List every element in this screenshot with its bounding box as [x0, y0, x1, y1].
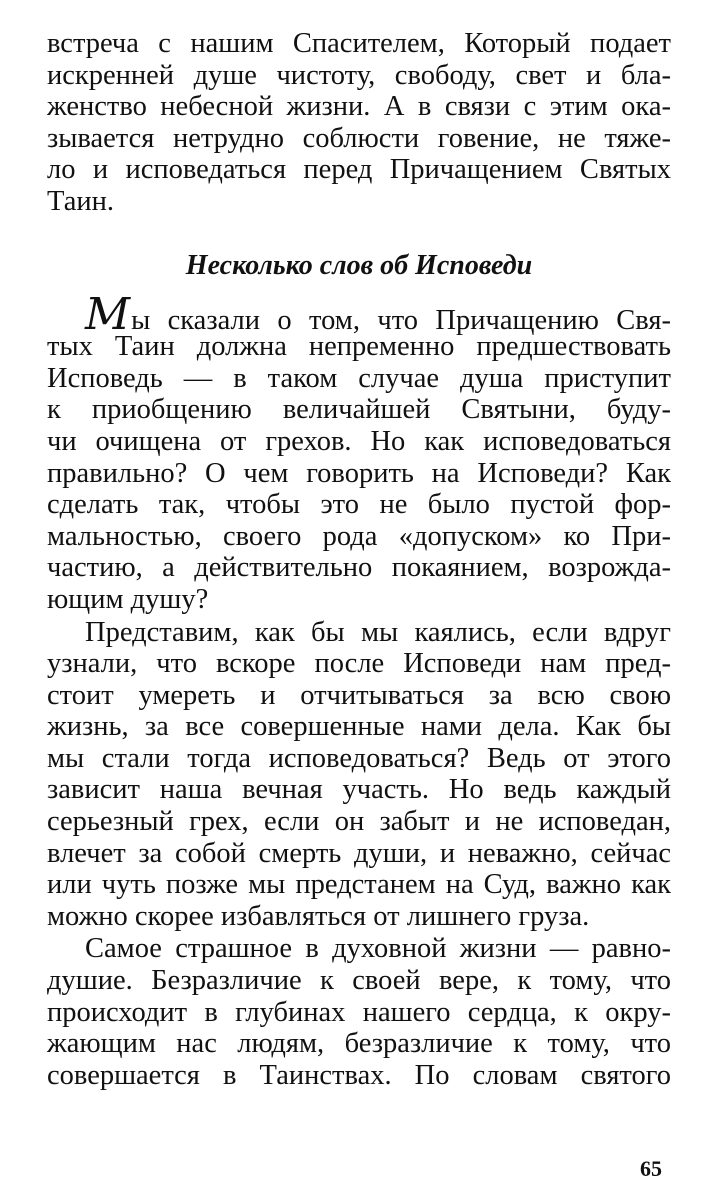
text-line: зывается нетрудно соблюсти говение, не тяже-	[47, 122, 671, 154]
text-line: правильно? О чем говорить на Исповеди? Как	[47, 457, 671, 489]
text-line: ющим душу?	[47, 583, 209, 615]
text-line: серьезный грех, если он забыт и не исповедан,	[47, 806, 671, 838]
text-line: Исповедь — в таком случае душа приступит	[47, 362, 671, 394]
page-number: 65	[640, 1156, 662, 1181]
text-line: узнали, что вскоре после Исповеди нам пред-	[47, 648, 671, 680]
paragraph-3	[47, 933, 671, 1091]
text-line: Самое страшное в духовной жизни — равно-	[85, 933, 671, 965]
text-line: зависит наша вечная участь. Но ведь каждый	[47, 774, 671, 806]
text-line: влечет за собой смерть души, и неважно, сейчас	[47, 837, 671, 869]
book-page	[47, 28, 671, 1091]
top-paragraph	[47, 28, 671, 218]
text-line: искренней душе чистоту, свободу, свет и бла-	[47, 59, 671, 91]
text-line: тых Таин должна непременно предшествовать	[47, 331, 671, 363]
text-line: к приобщению величайшей Святыни, буду-	[47, 394, 671, 426]
text-line: частию, а действительно покаянием, возрожда-	[47, 552, 671, 584]
text-line: жающим нас людям, безразличие к тому, что	[47, 1028, 671, 1060]
text-line: ло и исповедаться перед Причащением Святых	[47, 154, 671, 186]
text-line: можно скорее избавляться от лишнего груза.	[47, 900, 590, 932]
text-line: встреча с нашим Спасителем, Который подает	[47, 28, 671, 59]
text-line-with-dropcap	[47, 288, 671, 340]
text-line: чи очищена от грехов. Но как исповедоваться	[47, 425, 671, 457]
text-line: или чуть позже мы предстанем на Суд, важно как	[47, 869, 671, 901]
text-line: мальностью, своего рода «допуском» ко При-	[47, 520, 671, 552]
section-heading: Несколько слов об Исповеди	[185, 249, 533, 281]
text-line-rest: ы сказали о том, что Причащению Свя-	[131, 304, 671, 336]
text-line: стоит умереть и отчитываться за всю свою	[47, 679, 671, 711]
text-line: душие. Безразличие к своей вере, к тому, что	[47, 965, 671, 997]
text-line: совершается в Таинствах. По словам святого	[47, 1059, 671, 1091]
paragraph-2	[47, 617, 671, 933]
paragraph-1	[47, 288, 671, 616]
text-line: сделать так, чтобы это не было пустой фор-	[47, 489, 671, 521]
text-line: жизнь, за все совершенные нами дела. Как бы	[47, 711, 671, 743]
text-line: происходит в глубинах нашего сердца, к окру-	[47, 996, 671, 1028]
text-line: женство небесной жизни. А в связи с этим ока-	[47, 91, 671, 123]
text-line: Таин.	[47, 185, 114, 217]
drop-cap: М	[85, 288, 131, 340]
text-line: мы стали тогда исповедоваться? Ведь от этого	[47, 742, 671, 774]
text-line: Представим, как бы мы каялись, если вдруг	[85, 616, 671, 648]
